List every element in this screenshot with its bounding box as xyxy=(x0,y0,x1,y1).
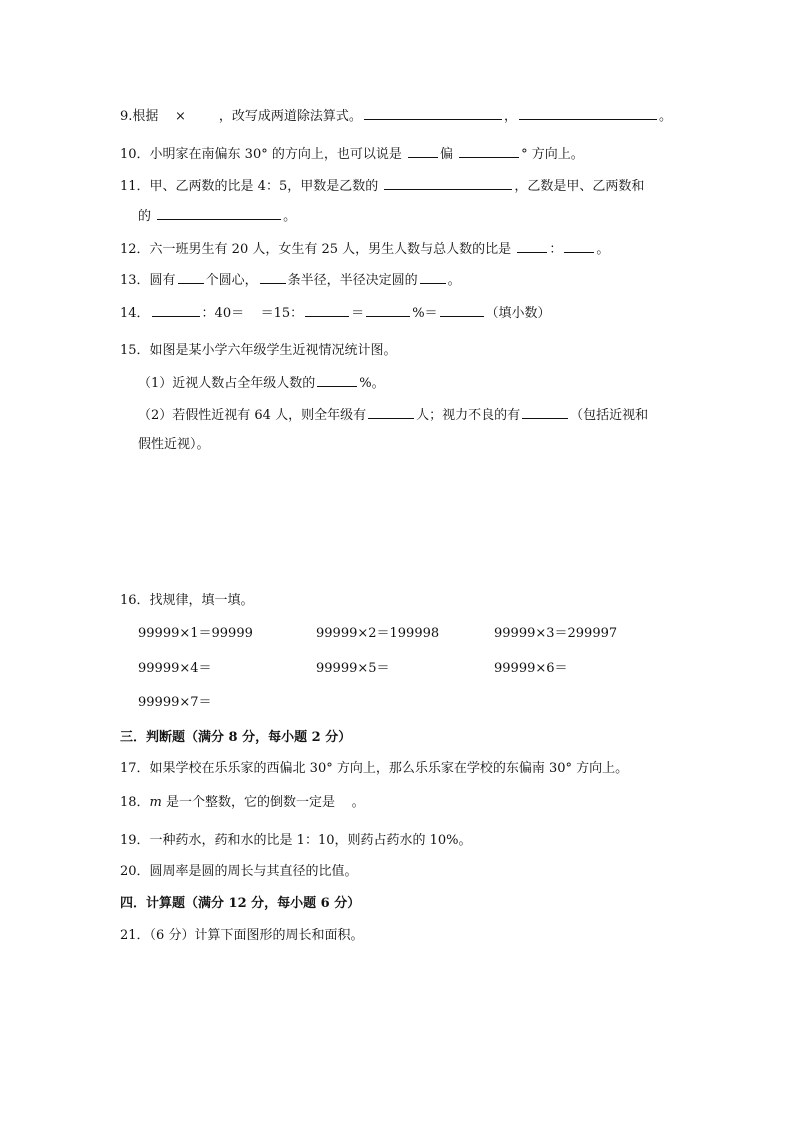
q12-colon: ： xyxy=(549,242,563,257)
q13-number: 13． xyxy=(120,273,150,288)
question-21: 21．（6 分）计算下面图形的周长和面积。 xyxy=(120,928,364,943)
q15-p2-text-d: 假性近视）。 xyxy=(138,437,210,452)
q13-text-a: 圆有 xyxy=(149,273,176,288)
q12-text-a: 六一班男生有 20 人，女生有 25 人，男生人数与总人数的比是 xyxy=(149,242,512,257)
section-3-heading: 三．判断题（满分 8 分，每小题 2 分） xyxy=(120,730,352,745)
question-11-cont xyxy=(138,206,296,226)
q9-blank-1[interactable] xyxy=(364,106,502,120)
q16-item-2: 99999×2＝199998 xyxy=(316,626,440,641)
q15-p1-text-b: %。 xyxy=(359,376,385,391)
question-13 xyxy=(120,270,461,290)
q11-blank-2[interactable] xyxy=(157,206,281,220)
q11-number: 11． xyxy=(120,179,150,194)
q13-blank-3[interactable] xyxy=(420,270,446,284)
q16-item-4: 99999×4＝ xyxy=(138,661,212,676)
q14-blank-2[interactable] xyxy=(305,303,349,317)
q14-text-c: ＝ xyxy=(351,306,365,321)
question-15-part-2 xyxy=(138,405,648,425)
q14-blank-1[interactable] xyxy=(152,303,200,317)
q12-end: 。 xyxy=(596,242,610,257)
q14-text-a: ：40＝ xyxy=(201,306,245,321)
q10-pian: 偏 xyxy=(440,147,454,162)
question-9 xyxy=(120,106,672,126)
q18-end: 。 xyxy=(351,795,365,810)
q15-p2-blank-2[interactable] xyxy=(522,405,568,419)
section-4-heading: 四．计算题（满分 12 分，每小题 6 分） xyxy=(120,896,361,911)
q13-blank-1[interactable] xyxy=(178,270,204,284)
q15-p2-blank-1[interactable] xyxy=(368,405,414,419)
q9-times: × xyxy=(174,109,186,124)
question-10 xyxy=(120,144,584,164)
q14-blank-3[interactable] xyxy=(366,303,410,317)
q18-variable: m xyxy=(149,795,162,810)
q18-text-a: 是一个整数，它的倒数一定是 xyxy=(166,795,336,810)
question-15-part-1 xyxy=(138,373,385,393)
q15-text-a: 如图是某小学六年级学生近视情况统计图。 xyxy=(149,343,397,358)
q16-text: 找规律，填一填。 xyxy=(149,593,254,608)
q15-p2-text-b: 人；视力不良的有 xyxy=(416,408,521,423)
q16-number: 16． xyxy=(120,593,150,608)
question-19: 19．一种药水，药和水的比是 1：10，则药占药水的 10%。 xyxy=(120,833,472,848)
q9-blank-2[interactable] xyxy=(519,106,657,120)
q10-blank-2[interactable] xyxy=(459,144,519,158)
q9-text-c: ，改写成两道除法算式。 xyxy=(218,109,362,124)
q12-blank-2[interactable] xyxy=(564,239,594,253)
q16-item-3: 99999×3＝299997 xyxy=(494,626,618,641)
q18-number: 18． xyxy=(120,795,150,810)
q16-item-5: 99999×5＝ xyxy=(316,661,390,676)
q13-end: 。 xyxy=(447,273,461,288)
question-12 xyxy=(120,239,609,259)
q14-number: 14． xyxy=(120,306,150,321)
q9-text-a: 根据 xyxy=(132,109,159,124)
q14-text-d: %＝ xyxy=(412,306,438,321)
q13-text-b: 个圆心， xyxy=(205,273,258,288)
q10-number: 10． xyxy=(120,147,150,162)
q16-item-1: 99999×1＝99999 xyxy=(138,626,253,641)
q14-text-b: ＝15： xyxy=(260,306,304,321)
q11-de: 的 xyxy=(138,209,152,224)
q15-p2-text-c: （包括近视和 xyxy=(570,408,649,423)
question-11 xyxy=(120,176,644,196)
q15-p1-blank[interactable] xyxy=(317,373,357,387)
q14-blank-4[interactable] xyxy=(440,303,484,317)
q11-text-b: ，乙数是甲、乙两数和 xyxy=(514,179,645,194)
question-17: 17．如果学校在乐乐家的西偏北 30° 方向上，那么乐乐家在学校的东偏南 30° 方向上。 xyxy=(120,761,629,776)
q9-end: 。 xyxy=(658,109,672,124)
q15-p1-text-a: （1）近视人数占全年级人数的 xyxy=(138,376,316,391)
q11-end: 。 xyxy=(283,209,297,224)
q14-text-e: （填小数） xyxy=(485,306,551,321)
q10-text-c: ° 方向上。 xyxy=(521,147,584,162)
q15-p2-text-a: （2）若假性近视有 64 人，则全年级有 xyxy=(138,408,367,423)
q12-number: 12． xyxy=(120,242,150,257)
question-15-part-2-cont xyxy=(138,436,210,454)
q12-blank-1[interactable] xyxy=(517,239,547,253)
q9-number: 9. xyxy=(120,109,133,124)
q13-blank-2[interactable] xyxy=(260,270,286,284)
q13-text-c: 条半径，半径决定圆的 xyxy=(287,273,418,288)
question-16 xyxy=(120,592,254,610)
q11-text-a: 甲、乙两数的比是 4：5，甲数是乙数的 xyxy=(149,179,379,194)
question-15 xyxy=(120,342,397,360)
q10-text-a: 小明家在南偏东 30° 的方向上，也可以说是 xyxy=(149,147,402,162)
question-14 xyxy=(120,303,551,323)
q10-blank-1[interactable] xyxy=(408,144,438,158)
q11-blank-1[interactable] xyxy=(384,176,512,190)
question-18 xyxy=(120,794,365,812)
question-20: 20．圆周率是圆的周长与其直径的比值。 xyxy=(120,864,358,879)
q9-comma: ， xyxy=(503,109,517,124)
q15-number: 15． xyxy=(120,343,150,358)
q16-item-6: 99999×6＝ xyxy=(494,661,568,676)
q16-item-7: 99999×7＝ xyxy=(138,695,212,710)
